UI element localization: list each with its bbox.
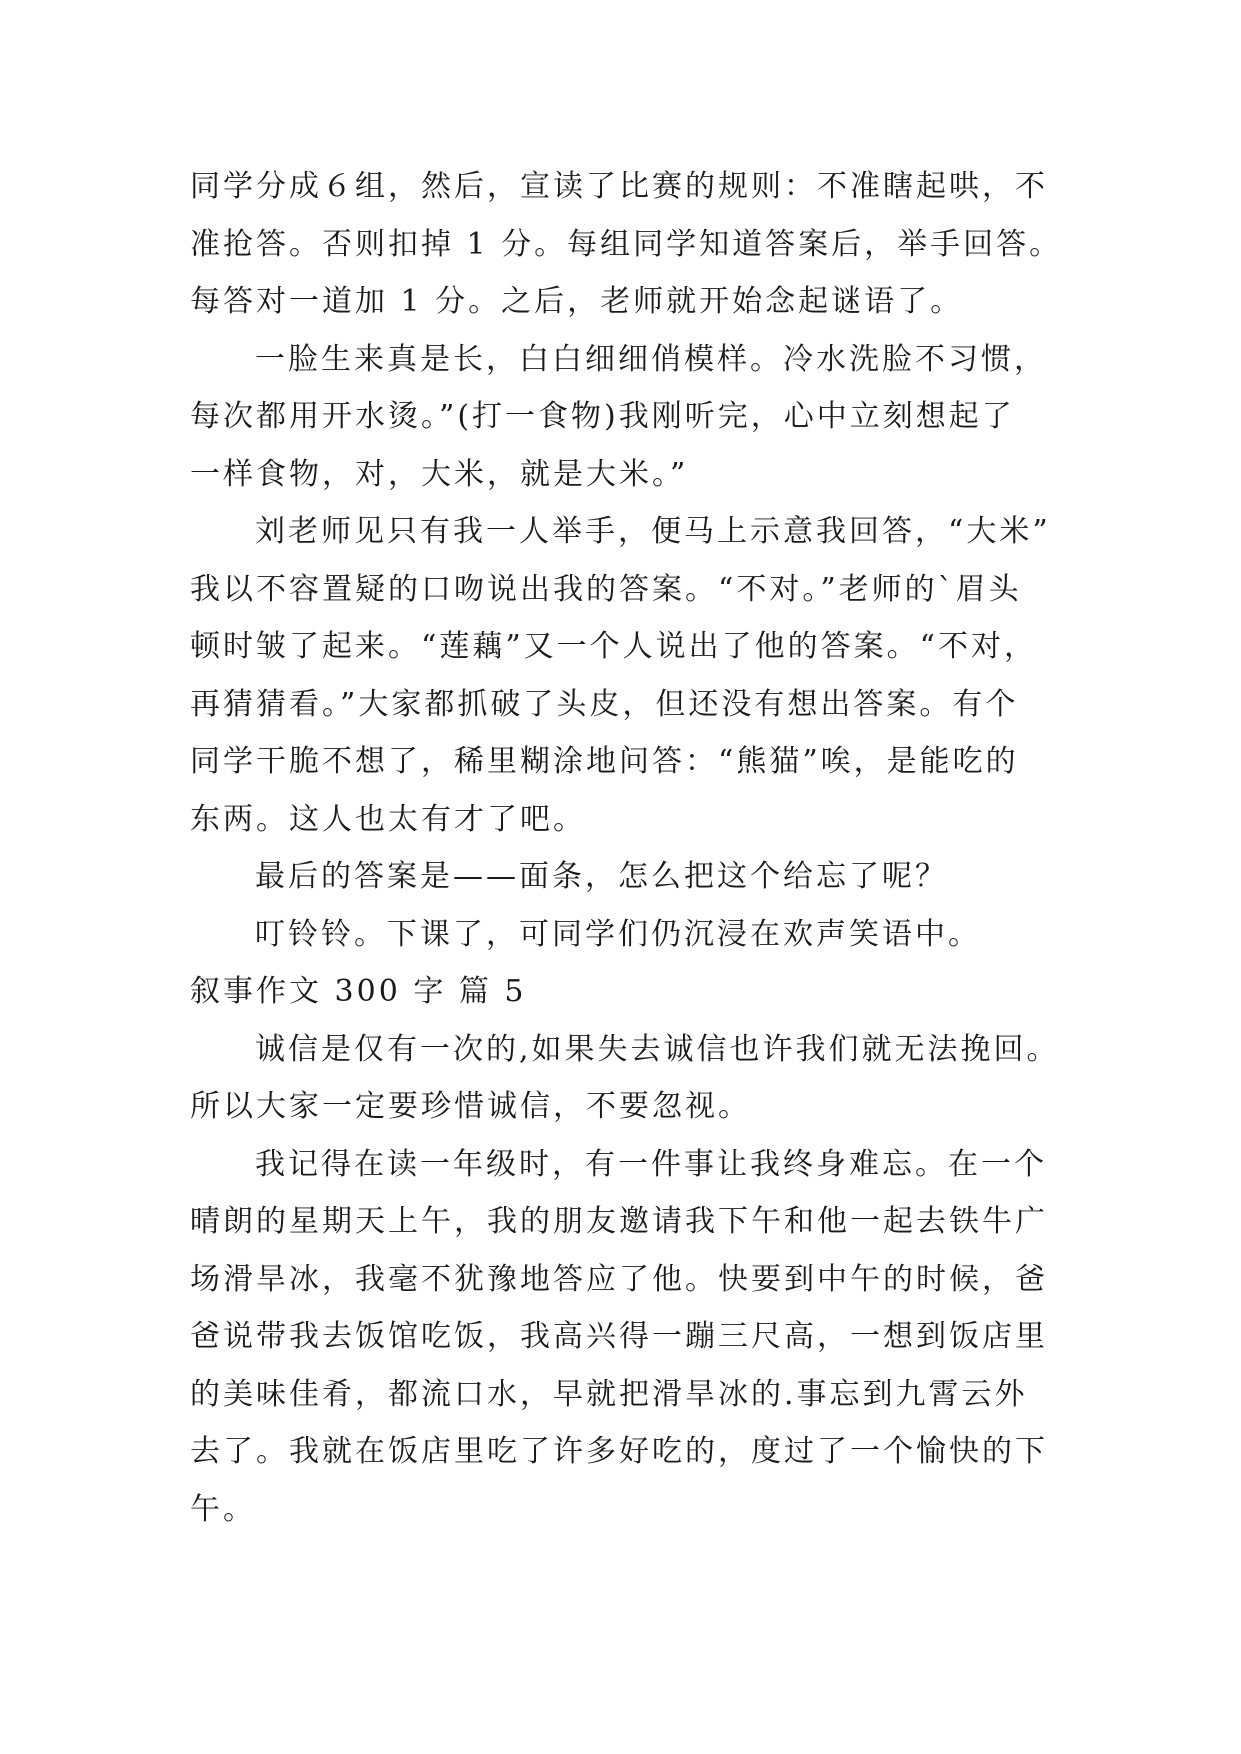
section-heading bbox=[190, 963, 1070, 1021]
text-line: 同学分成６组，然后，宣读了比赛的规则：不准瞎起哄，不 bbox=[190, 169, 1048, 204]
text-line: 每次都用开水烫。”(打一食物)我刚听完，心中立刻想起了 bbox=[190, 399, 1015, 434]
text-line: 午。 bbox=[190, 1491, 256, 1527]
text-line: 再猜猜看。”大家都抓破了头皮，但还没有想出答案。有个 bbox=[190, 686, 1019, 722]
paragraph bbox=[190, 848, 1070, 906]
text-line: 叮铃铃。下课了，可同学们仍沉浸在欢声笑语中。 bbox=[255, 916, 981, 952]
text-line: 去了。我就在饭店里吃了许多好吃的，度过了一个愉快的下 bbox=[190, 1434, 1048, 1469]
text-line: 我记得在读一年级时，有一件事让我终身难忘。在一个 bbox=[255, 1146, 1047, 1182]
paragraph bbox=[190, 331, 1070, 504]
document-body bbox=[190, 158, 1070, 1538]
paragraph bbox=[190, 158, 1070, 331]
paragraph bbox=[190, 1021, 1070, 1136]
text-line: 诚信是仅有一次的,如果失去诚信也许我们就无法挽回。 bbox=[255, 1031, 1060, 1067]
text-line: 最后的答案是——面条，怎么把这个给忘了呢？ bbox=[255, 859, 948, 894]
text-line: 场滑旱冰，我毫不犹豫地答应了他。快要到中午的时候，爸 bbox=[190, 1261, 1048, 1297]
text-line: 每答对一道加 1 分。之后，老师就开始念起谜语了。 bbox=[190, 284, 964, 319]
text-line: 一样食物，对，大米，就是大米。” bbox=[190, 456, 689, 492]
paragraph bbox=[190, 503, 1070, 848]
text-line: 同学干脆不想了，稀里糊涂地问答：“熊猫”唉，是能吃的 bbox=[190, 744, 1019, 779]
text-line: 一脸生来真是长，白白细细俏模样。冷水洗脸不习惯， bbox=[255, 341, 1047, 377]
text-line: 晴朗的星期天上午，我的朋友邀请我下午和他一起去铁牛广 bbox=[190, 1204, 1048, 1239]
text-line: 准抢答。否则扣掉 1 分。每组同学知道答案后，举手回答。 bbox=[190, 226, 1063, 262]
text-line: 的美味佳肴，都流口水，早就把滑旱冰的.事忘到九霄云外 bbox=[190, 1376, 1028, 1412]
text-line: 顿时皱了起来。“莲藕”又一个人说出了他的答案。“不对， bbox=[190, 629, 1038, 664]
heading-text: 叙事作文 300 字 篇 5 bbox=[190, 974, 527, 1009]
text-line: 刘老师见只有我一人举手，便马上示意我回答，“大米” bbox=[255, 514, 1051, 549]
paragraph bbox=[190, 1136, 1070, 1539]
text-line: 爸说带我去饭馆吃饭，我高兴得一蹦三尺高，一想到饭店里 bbox=[190, 1319, 1048, 1354]
text-line: 东两。这人也太有才了吧。 bbox=[190, 801, 586, 837]
text-line: 我以不容置疑的口吻说出我的答案。“不对。”老师的`眉头 bbox=[190, 571, 1022, 607]
paragraph bbox=[190, 906, 1070, 964]
text-line: 所以大家一定要珍惜诚信，不要忽视。 bbox=[190, 1089, 751, 1124]
